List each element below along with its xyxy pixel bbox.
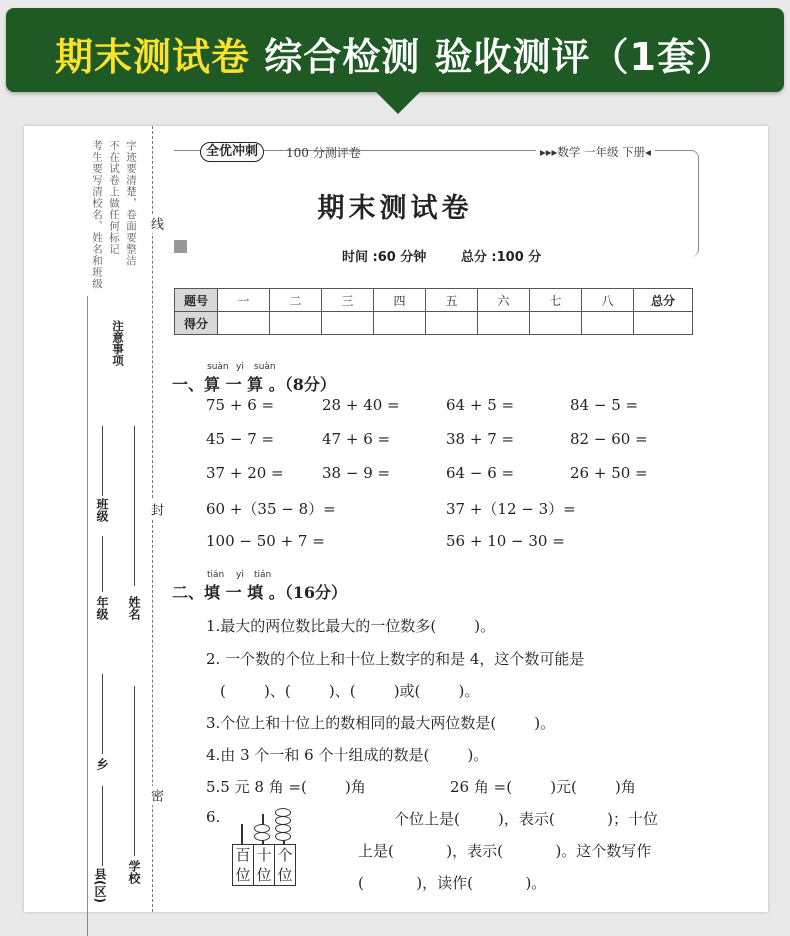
abacus-bead-icon [254, 832, 270, 841]
time-score-info [334, 246, 579, 265]
abacus-bead-icon [275, 832, 291, 841]
question-2b: ( )、( )、( )或( )。 [220, 682, 480, 700]
calc-item: 56 + 10 − 30 = [446, 532, 565, 550]
abacus-label-ones: 个位 [277, 846, 293, 884]
calc-item: 47 + 6 = [322, 430, 391, 448]
score-cell [530, 312, 582, 335]
pinyin: tián [254, 570, 272, 580]
abacus-label-tens: 十位 [254, 845, 275, 885]
county-blank [102, 786, 103, 866]
class-label: 班级 [95, 498, 109, 522]
abacus-label-hundreds: 百位 [233, 845, 254, 885]
banner-arrow-icon [374, 90, 422, 114]
abacus-rod-hundreds [241, 824, 243, 844]
subject-label: ▸▸▸数学 一年级 下册◂ [536, 144, 655, 160]
score-table-score-row [175, 312, 693, 335]
sidebar-divider [87, 296, 88, 936]
question-5b: 26 角 =( )元( )角 [450, 778, 636, 796]
score-cell [322, 312, 374, 335]
name-label: 姓名 [127, 596, 141, 620]
question-6b: 上是( )，表示( )。这个数写作 [358, 842, 652, 860]
brand-subtitle: 100 分测评卷 [286, 146, 361, 160]
notice-title: 注意事项 [111, 320, 125, 366]
score-col-7: 七 [530, 289, 582, 312]
calc-item: 84 − 5 = [570, 396, 639, 414]
score-cell-total [634, 312, 693, 335]
question-5a: 5.5 元 8 角 =( )角 [206, 778, 366, 796]
pinyin: tián [207, 570, 225, 580]
banner-title-rest: 综合检测 验收测评（1套） [264, 35, 735, 79]
score-col-2: 二 [270, 289, 322, 312]
grade-label: 年级 [95, 596, 109, 620]
exam-title: 期末测试卷 [317, 193, 473, 224]
score-cell [582, 312, 634, 335]
calc-item: 100 − 50 + 7 = [206, 532, 325, 550]
pinyin: suàn [254, 362, 276, 372]
town-blank [102, 674, 103, 754]
exam-total-score: 总分 :100 分 [460, 250, 542, 265]
pinyin: suàn [207, 362, 229, 372]
calc-item: 28 + 40 = [322, 396, 400, 414]
score-table-row-label: 得分 [175, 312, 218, 335]
seal-char-mi: 密 [146, 786, 165, 805]
exam-time: 时间 :60 分钟 [342, 250, 427, 265]
pinyin: yi [236, 570, 244, 580]
question-1: 1.最大的两位数比最大的一位数多( )。 [206, 617, 496, 635]
exam-paper [24, 126, 768, 912]
grade-blank [102, 536, 103, 592]
score-table [174, 288, 693, 335]
calc-item: 38 − 9 = [322, 464, 391, 482]
section-1-title: 一、算 一 算 。（8分） [172, 375, 336, 394]
section-2-title: 二、填 一 填 。（16分） [172, 583, 347, 602]
score-cell [426, 312, 478, 335]
score-col-total: 总分 [634, 289, 693, 312]
class-blank [102, 426, 103, 496]
banner [6, 8, 784, 92]
score-cell [478, 312, 530, 335]
calc-item: 75 + 6 = [206, 396, 275, 414]
banner-title [6, 26, 784, 81]
question-6c: ( )，读作( )。 [358, 874, 547, 892]
name-blank [134, 426, 135, 586]
score-cell [270, 312, 322, 335]
corner-square-icon [174, 240, 187, 253]
county-label: 县(区) [93, 868, 107, 903]
calc-item: 37 +（12 − 3）= [446, 500, 576, 518]
score-col-8: 八 [582, 289, 634, 312]
pinyin: yi [236, 362, 244, 372]
score-table-row-label: 题号 [175, 289, 218, 312]
calc-item: 38 + 7 = [446, 430, 515, 448]
question-6a: 个位上是( )，表示( )；十位 [394, 810, 659, 828]
school-label: 学校 [127, 860, 141, 884]
notice-line-2: 不在试卷上做任何标记 [108, 140, 120, 255]
question-6-number: 6. [206, 808, 221, 826]
calc-item: 45 − 7 = [206, 430, 275, 448]
score-col-5: 五 [426, 289, 478, 312]
abacus-base [232, 844, 296, 886]
calc-item: 60 +（35 − 8）= [206, 500, 336, 518]
score-col-4: 四 [374, 289, 426, 312]
school-blank [134, 686, 135, 856]
score-cell [374, 312, 426, 335]
calc-item: 64 − 6 = [446, 464, 515, 482]
score-col-6: 六 [478, 289, 530, 312]
seal-char-xian: 线 [146, 214, 165, 233]
calc-item: 64 + 5 = [446, 396, 515, 414]
town-label: 乡 [95, 758, 109, 770]
question-3: 3.个位上和十位上的数相同的最大两位数是( )。 [206, 714, 556, 732]
score-table-header-row [175, 289, 693, 312]
seal-char-feng: 封 [146, 500, 165, 519]
brand-badge: 全优冲刺 [200, 142, 264, 162]
banner-title-highlight: 期末测试卷 [55, 35, 251, 79]
calc-item: 37 + 20 = [206, 464, 284, 482]
notice-line-1: 考生要写清校名、姓名和班级 [91, 140, 103, 290]
question-4: 4.由 3 个一和 6 个十组成的数是( )。 [206, 746, 489, 764]
score-col-1: 一 [218, 289, 270, 312]
calc-item: 26 + 50 = [570, 464, 648, 482]
question-2a: 2. 一个数的个位上和十位上数字的和是 4，这个数可能是 [206, 650, 585, 668]
notice-line-3: 字迹要清楚，卷面要整洁 [125, 140, 137, 267]
score-cell [218, 312, 270, 335]
calc-item: 82 − 60 = [570, 430, 648, 448]
score-col-3: 三 [322, 289, 374, 312]
